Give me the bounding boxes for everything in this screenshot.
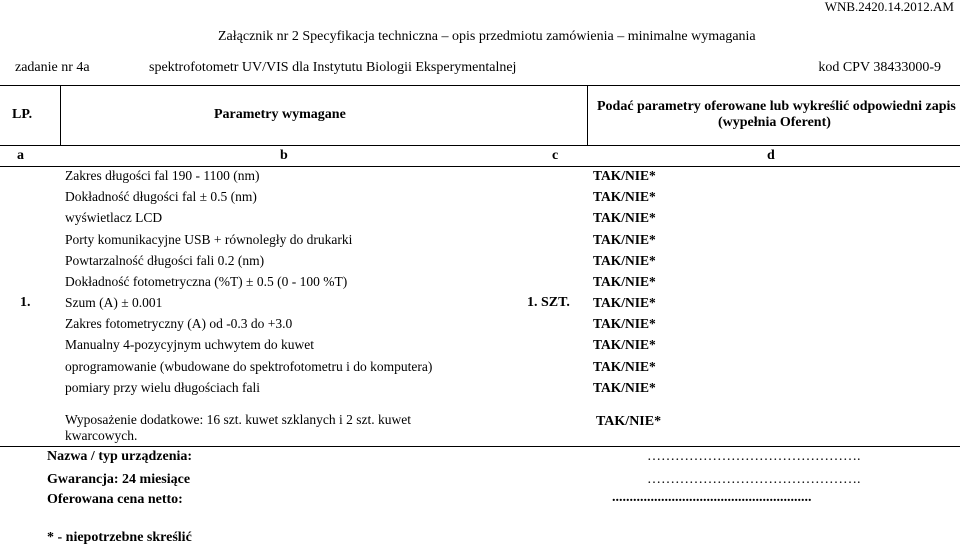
list-item: Manualny 4-pozycyjnym uchwytem do kuwet bbox=[65, 337, 314, 352]
list-item: Zakres fotometryczny (A) od -0.3 do +3.0 bbox=[65, 316, 293, 331]
header-lp: LP. bbox=[12, 107, 33, 122]
header-params: Parametry wymagane bbox=[214, 107, 346, 122]
answer-option[interactable]: TAK/NIE* bbox=[593, 337, 656, 352]
list-item: Porty komunikacyjne USB + równoległy do drukarki bbox=[65, 232, 353, 247]
header-offer-line1: Podać parametry oferowane lub wykreślić odpowiedni zapis bbox=[597, 99, 956, 114]
list-item: Dokładność fotometryczna (%T) ± 0.5 (0 - 100 %T) bbox=[65, 274, 348, 289]
column-divider-offer bbox=[587, 86, 588, 146]
cpv-code: kod CPV 38433000-9 bbox=[818, 60, 941, 75]
row-number: 1. bbox=[20, 295, 31, 310]
column-letter-c: c bbox=[552, 148, 559, 163]
answer-option[interactable]: TAK/NIE* bbox=[593, 295, 656, 310]
column-letter-d: d bbox=[767, 148, 775, 163]
answer-option[interactable]: TAK/NIE* bbox=[593, 168, 656, 183]
list-item: oprogramowanie (wbudowane do spektrofotometru i do komputera) bbox=[65, 359, 433, 374]
list-item: pomiary przy wielu długościach fali bbox=[65, 380, 260, 395]
device-name-label: Nazwa / typ urządzenia: bbox=[47, 449, 193, 464]
answer-option[interactable]: TAK/NIE* bbox=[593, 274, 656, 289]
price-label: Oferowana cena netto: bbox=[47, 492, 183, 507]
quantity: 1. SZT. bbox=[527, 295, 570, 310]
warranty-field[interactable]: ………………………………………. bbox=[647, 472, 861, 487]
attachment-title: Załącznik nr 2 Specyfikacja techniczna – opis przedmiotu zamówienia – minimalne wymagania bbox=[218, 29, 756, 44]
price-field[interactable]: ......................................................... bbox=[612, 490, 812, 505]
list-item: Zakres długości fal 190 - 1100 (nm) bbox=[65, 168, 260, 183]
task-subject: spektrofotometr UV/VIS dla Instytutu Biologii Eksperymentalnej bbox=[149, 60, 517, 75]
table-letters-bottom-border bbox=[0, 166, 960, 167]
list-item: Szum (A) ± 0.001 bbox=[65, 295, 163, 310]
equipment-line2: kwarcowych. bbox=[65, 428, 138, 443]
document-reference: WNB.2420.14.2012.AM bbox=[824, 0, 954, 14]
answer-option[interactable]: TAK/NIE* bbox=[593, 232, 656, 247]
task-label: zadanie nr 4a bbox=[15, 60, 90, 75]
list-item: wyświetlacz LCD bbox=[65, 210, 163, 225]
table-bottom-border bbox=[0, 446, 960, 447]
footnote: * - niepotrzebne skreślić bbox=[47, 530, 192, 545]
equipment-line1: Wyposażenie dodatkowe: 16 szt. kuwet szklanych i 2 szt. kuwet bbox=[65, 412, 411, 427]
equipment-answer[interactable]: TAK/NIE* bbox=[596, 414, 662, 429]
answer-option[interactable]: TAK/NIE* bbox=[593, 359, 656, 374]
list-item: Powtarzalność długości fali 0.2 (nm) bbox=[65, 253, 265, 268]
answer-option[interactable]: TAK/NIE* bbox=[593, 316, 656, 331]
column-letter-b: b bbox=[280, 148, 288, 163]
column-letter-a: a bbox=[17, 148, 24, 163]
header-offer-line2: (wypełnia Oferent) bbox=[718, 115, 831, 130]
table-header-bottom-border bbox=[0, 145, 960, 146]
answer-option[interactable]: TAK/NIE* bbox=[593, 380, 656, 395]
column-divider-lp bbox=[60, 86, 61, 146]
device-name-field[interactable]: ………………………………………. bbox=[647, 449, 861, 464]
answer-option[interactable]: TAK/NIE* bbox=[593, 253, 656, 268]
answer-option[interactable]: TAK/NIE* bbox=[593, 210, 656, 225]
warranty-label: Gwarancja: 24 miesiące bbox=[47, 472, 191, 487]
answer-option[interactable]: TAK/NIE* bbox=[593, 189, 656, 204]
table-top-border bbox=[0, 85, 960, 86]
list-item: Dokładność długości fal ± 0.5 (nm) bbox=[65, 189, 257, 204]
